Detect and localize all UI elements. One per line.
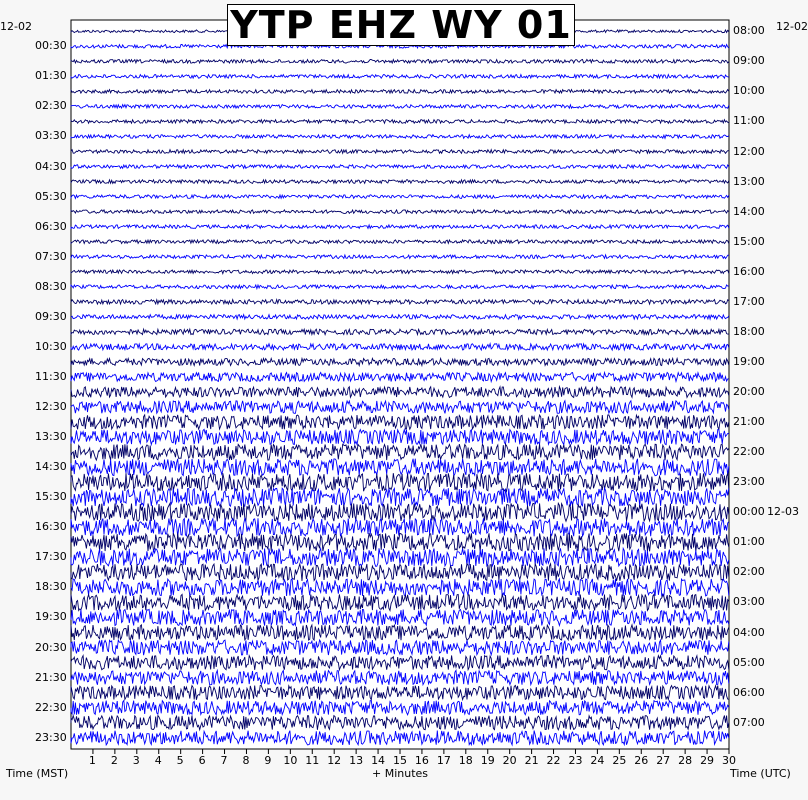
left-time-label: 00:30 [35, 39, 67, 53]
right-time-label: 07:00 [733, 715, 765, 729]
x-tick-label: 24 [590, 754, 605, 767]
date-left-label: 12-02 [0, 20, 32, 33]
x-tick-label: 2 [110, 754, 118, 767]
right-time-label: 17:00 [733, 294, 765, 308]
right-time-label: 19:00 [733, 354, 765, 368]
right-time-label: 09:00 [733, 54, 765, 68]
plot-area [71, 20, 729, 749]
right-time-label: 01:00 [733, 535, 765, 549]
right-time-label: 20:00 [733, 385, 765, 398]
left-time-label: 16:30 [35, 520, 67, 534]
right-time-label: 11:00 [733, 114, 765, 128]
x-tick-label: 10 [283, 754, 298, 767]
x-tick-label: 29 [700, 754, 715, 767]
left-time-label: 06:30 [35, 219, 67, 233]
left-time-label: 18:30 [35, 580, 67, 594]
right-time-label: 15:00 [733, 234, 765, 248]
x-tick-label: 3 [132, 754, 140, 767]
x-tick-label: 26 [634, 754, 649, 767]
x-tick-label: 11 [305, 754, 320, 767]
left-time-label: 13:30 [35, 430, 67, 444]
x-tick-label: 1 [88, 754, 96, 767]
x-tick-label: 22 [546, 754, 561, 767]
right-time-label: 02:00 [733, 565, 765, 579]
left-time-label: 07:30 [35, 249, 67, 263]
right-time-label: 05:00 [733, 655, 765, 669]
x-tick-label: 25 [612, 754, 627, 767]
left-time-label: 21:30 [35, 670, 67, 684]
x-tick-label: 13 [349, 754, 364, 767]
left-time-label: 09:30 [35, 309, 67, 323]
left-time-label: 22:30 [35, 700, 67, 714]
x-tick-label: 5 [176, 754, 184, 767]
left-time-label: 05:30 [35, 189, 67, 203]
right-time-label: 08:00 [733, 24, 765, 38]
right-time-label: 16:00 [733, 264, 765, 278]
x-tick-label: 17 [436, 754, 451, 767]
right-time-label: 04:00 [733, 625, 765, 639]
left-time-label: 15:30 [35, 490, 67, 504]
x-tick-label: 28 [678, 754, 693, 767]
x-tick-label: 16 [414, 754, 429, 767]
x-axis-label: + Minutes [372, 767, 429, 780]
right-time-label: 14:00 [733, 204, 765, 218]
right-time-label: 13:00 [733, 174, 765, 188]
right-time-label: 18:00 [733, 324, 765, 338]
x-tick-label: 19 [480, 754, 495, 767]
left-time-label: 19:30 [35, 610, 67, 624]
left-time-label: 04:30 [35, 159, 67, 173]
date-right-label: 12-02 [776, 20, 808, 33]
x-tick-label: 9 [264, 754, 272, 767]
x-tick-label: 23 [568, 754, 583, 767]
left-time-label: 17:30 [35, 550, 67, 564]
right-time-label: 12:00 [733, 144, 765, 158]
x-tick-label: 18 [458, 754, 473, 767]
left-time-label: 08:30 [35, 279, 67, 293]
right-time-label: 10:00 [733, 84, 765, 98]
right-time-label: 21:00 [733, 415, 765, 429]
x-tick-label: 27 [656, 754, 671, 767]
x-tick-label: 6 [198, 754, 206, 767]
x-tick-label: 15 [393, 754, 407, 767]
x-tick-label: 8 [242, 754, 250, 767]
x-tick-label: 30 [722, 754, 736, 767]
right-time-label: 00:00 [733, 505, 765, 519]
right-time-label: 23:00 [733, 475, 765, 489]
chart-title: YTP EHZ WY 01 [227, 4, 575, 46]
x-tick-label: 12 [327, 754, 342, 767]
left-time-label: 10:30 [35, 339, 67, 353]
x-tick-label: 7 [220, 754, 228, 767]
left-time-label: 14:30 [35, 460, 67, 474]
left-axis-label: Time (MST) [6, 767, 69, 780]
left-time-label: 11:30 [35, 369, 67, 383]
left-time-label: 23:30 [35, 730, 67, 744]
right-time-label: 22:00 [733, 445, 765, 459]
left-time-label: 01:30 [35, 69, 67, 83]
right-axis-label: Time (UTC) [730, 767, 791, 780]
left-time-label: 02:30 [35, 99, 67, 113]
x-tick-label: 4 [154, 754, 162, 767]
x-tick-label: 20 [502, 754, 517, 767]
right-time-label: 06:00 [733, 685, 765, 699]
left-time-label: 12:30 [35, 400, 67, 414]
right-time-label: 03:00 [733, 595, 765, 609]
left-time-label: 03:30 [35, 129, 67, 143]
date-rollover-label: 12-03 [767, 505, 799, 519]
left-time-label: 20:30 [35, 640, 67, 654]
x-tick-label: 21 [524, 754, 539, 767]
x-tick-label: 14 [371, 754, 386, 767]
